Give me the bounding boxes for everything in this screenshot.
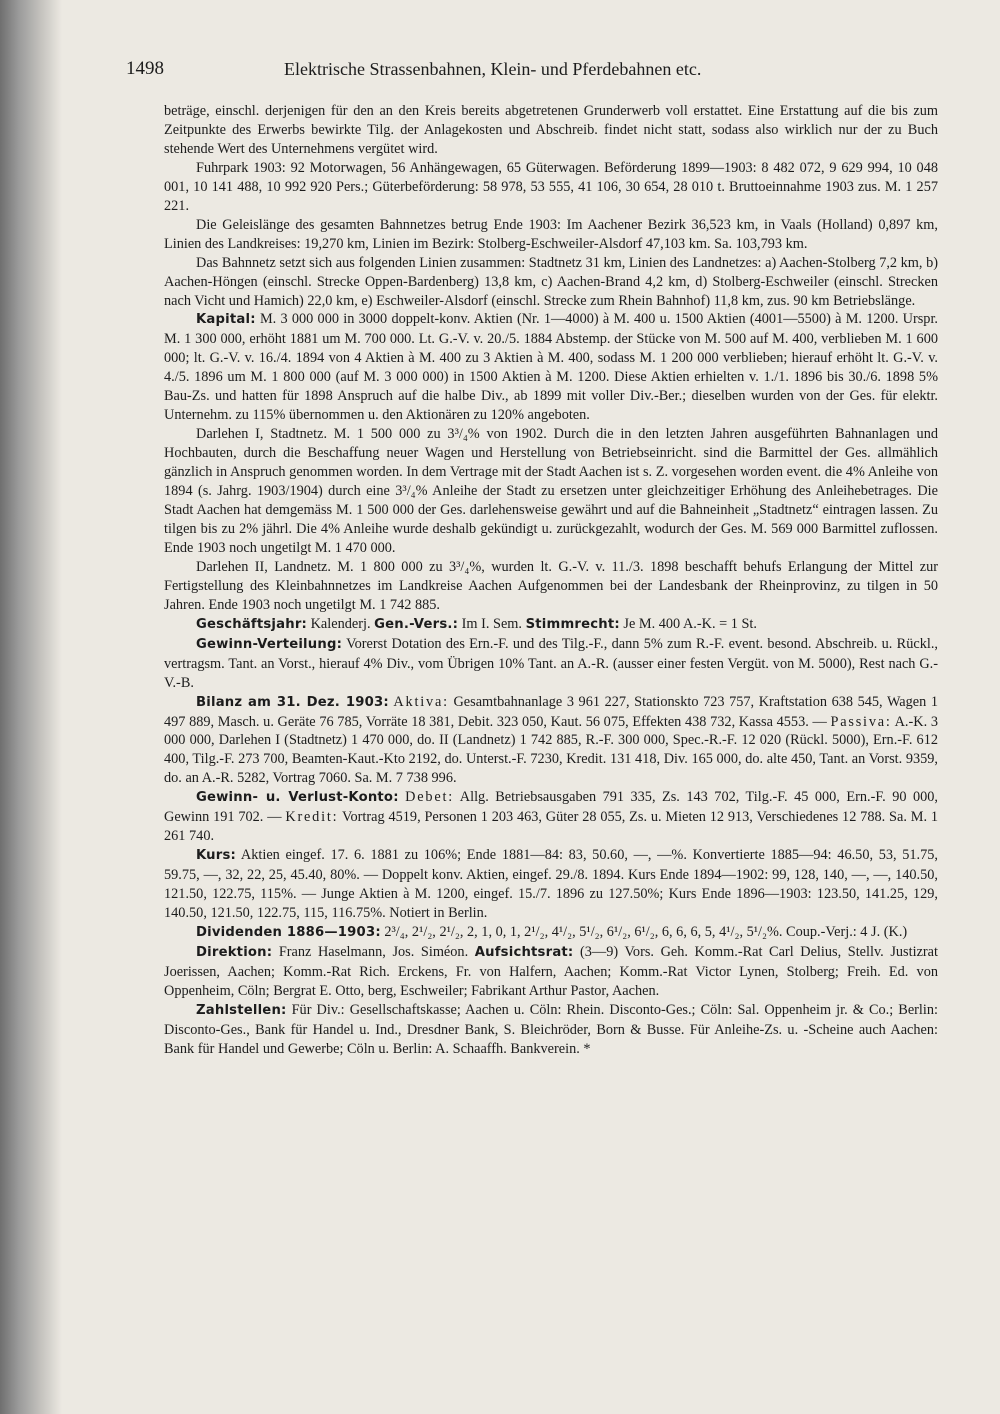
kurs-text: Aktien eingef. 17. 6. 1881 zu 106%; Ende 1881—84: 83, 50.60, —, —%. Konvertierte 1885—94: 46.50, 53, 51.75, 59.75, —, 32, 22, 25, 45.40, 80%. — Doppelt konv. Aktien, eingef. 29./8. 1894. Kurs Ende 1894—1902: 99, 128, 140, —, —, 140.50, 121.50, 122.75, 115%. — Junge Aktien à M. 1200, eingef. 15./7. 1896 zu 127.50%; Kurs Ende 1896—1903: 123.50, 141.25, 129, 140.50, 121.50, 122.75, 115, 116.75%. Notiert in Berlin. bbox=[164, 847, 938, 922]
paragraph-continuation: beträge, einschl. derjenigen für den an den Kreis bereits abgetretenen Grunderwerb voll erstattet. Eine Erstattung auf die bis zum Zeitpunkte des Erwerbs bewirkte Tilg. der Anlagekosten und Abschreib. findet nicht statt, sodass also wirklich nur der zu Buch stehende Wert des Unternehmens vergütet wird. bbox=[164, 103, 938, 157]
debet-text: Allg. Betriebsausgaben 791 335, Zs. 143 702, Tilg.-F. 45 000, Ern.-F. 90 000, Gewinn 191 702. — bbox=[164, 789, 938, 826]
dividenden-text: 2³/₄, 2¹/₂, 2¹/₂, 2, 1, 0, 1, 2¹/₂, 4¹/₂, 5¹/₂, 6¹/₂, 6¹/₂, 6, 6, 6, 5, 4¹/₂, 5¹/₂%. Coup.-Verj.: 4 J. (K.) bbox=[384, 923, 908, 940]
aufsichtsrat-label: Aufsichtsrat: bbox=[474, 944, 574, 960]
geschaeftsjahr-text: Kalenderj. bbox=[310, 615, 371, 632]
aufsichtsrat-text: (3—9) Vors. Geh. Komm.-Rat Carl Delius, Stellv. Justizrat Joerissen, Aachen; Komm.-Rat Rich. Erckens, Fr. von Halfern, Aachen; Komm.-Rat Victor Lynen, Stolberg; Freih. Ed. von Oppenheim, Cöln; Bergrat E. Otto, berg, Eschweiler; Fabrikant Arthur Pastor, Aachen. bbox=[164, 943, 938, 999]
debet-label: Debet: bbox=[405, 789, 455, 806]
paragraph-fuhrpark: Fuhrpark 1903: 92 Motorwagen, 56 Anhängewagen, 65 Güterwagen. Beförderung 1899—1903: 8 482 072, 9 629 994, 10 048 001, 10 141 488, 10 992 920 Pers.; Güterbeförderung: 58 978, 53 555, 41 106, 30 654, 28 010 t. Bruttoeinnahme 1903 zus. M. 1 257 221. bbox=[164, 159, 938, 214]
page-header bbox=[126, 58, 938, 88]
aktiva-text: Gesamtbahnanlage 3 961 227, Stationskto 723 757, Kraftstation 638 545, Wagen 1 497 889, Masch. u. Geräte 76 785, Vorräte 18 381, Debit. 323 050, Kaut. 56 075, Effekten 438 732, Kassa 4553. — bbox=[164, 693, 939, 730]
section-kapital bbox=[164, 310, 938, 425]
page-number: 1498 bbox=[126, 58, 164, 79]
section-bilanz bbox=[164, 693, 938, 789]
zahlstellen-text: Für Div.: Gesellschaftskasse; Aachen u. Cöln: Rhein. Disconto-Ges.; Cöln: Sal. Oppenheim jr. & Co.; Berlin: Disconto-Ges., Bank für Handel u. Ind., Dresdner Bank, S. Bleichröder, Born & Busse. Für Anleihe-Zs. u. -Scheine auch Aachen: Bank für Handel und Gewerbe; Cöln u. Berlin: A. Schaaffh. Bankverein. * bbox=[164, 1001, 938, 1057]
section-geschaeftsjahr bbox=[164, 615, 938, 635]
section-direktion bbox=[164, 943, 938, 1001]
bilanz-label: Bilanz am 31. Dez. 1903: bbox=[196, 694, 389, 710]
kredit-label: Kredit: bbox=[285, 809, 339, 826]
gewinn-verteilung-label: Gewinn-Verteilung: bbox=[196, 636, 343, 652]
direktion-text: Franz Haselmann, Jos. Siméon. bbox=[278, 943, 469, 960]
aktiva-label: Aktiva: bbox=[393, 693, 449, 710]
section-gewinn-verlust-konto bbox=[164, 788, 938, 846]
kredit-text: Vortrag 4519, Personen 1 203 463, Güter 28 055, Zs. u. Mieten 12 913, Verschiedenes 12 788. Sa. M. 1 261 740. bbox=[164, 809, 938, 845]
book-spine-shadow bbox=[0, 0, 62, 1414]
stimmrecht-text: Je M. 400 A.-K. = 1 St. bbox=[623, 615, 757, 632]
gen-vers-text: Im I. Sem. bbox=[461, 615, 522, 632]
paragraph-darlehen-1: Darlehen I, Stadtnetz. M. 1 500 000 zu 3³/₄% von 1902. Durch die in den letzten Jahren ausgeführten Bahnanlagen und Hochbauten, durch die Beschaffung neuer Wagen und Herstellung von Betriebseinricht. sind die Barmittel der Ges. allmählich gänzlich in Anspruch genommen worden. In dem Vertrage mit der Stadt Aachen ist s. Z. vorgesehen worden event. die 4% Anleihe von 1894 (s. Jahrg. 1903/1904) durch eine 3³/₄% Anleihe der Stadt zu ersetzen unter gleichzeitiger Erhöhung des Anleihebetrages. Die Stadt Aachen hat demgemäss M. 1 500 000 der Ges. darlehensweise gewährt und auf die Bahneinheit „Stadtnetz“ eintragen lassen. Zu tilgen bis zu 2% jährl. Die 4% Anleihe wurde deshalb gekündigt u. zurückgezahlt, wodurch der Ges. M. 569 000 Barmittel zuflossen. Ende 1903 noch ungetilgt M. 1 470 000. bbox=[164, 426, 938, 556]
zahlstellen-label: Zahlstellen: bbox=[196, 1002, 287, 1018]
kapital-label: Kapital: bbox=[196, 312, 256, 328]
section-dividenden bbox=[164, 923, 938, 943]
gen-vers-label: Gen.-Vers.: bbox=[374, 616, 459, 632]
direktion-label: Direktion: bbox=[196, 944, 273, 960]
kurs-label: Kurs: bbox=[196, 848, 237, 864]
kapital-text: M. 3 000 000 in 3000 doppelt-konv. Aktien (Nr. 1—4000) à M. 400 u. 1500 Aktien (4001—5500) à M. 1200. Urspr. M. 1 300 000, erhöht 1881 um M. 700 000. Lt. G.-V. v. 20./5. 1884 Abstemp. der Stücke von M. 500 auf M. 400, verblieben M. 1 600 000; lt. G.-V. v. 16./4. 1894 von 4 Aktien à M. 400 zu 3 Aktien à M. 400, sodass M. 1 200 000 verblieben; hierauf erhöht lt. G.-V. v. 4./5. 1896 um M. 1 800 000 (auf M. 3 000 000) in 1500 Aktien à M. 1200. Diese Aktien erhielten v. 1./1. 1896 bis 30./6. 1898 5% Bau-Zs. und hatten für 1898 Anspruch auf die halbe Div., ab 1899 mit voller Div.-Ber.; dieselben wurden von der Ges. für elektr. Unternehm. zu 115% übernommen u. den Aktionären zu 120% angeboten. bbox=[164, 311, 938, 424]
section-kurs bbox=[164, 846, 938, 923]
paragraph-bahnnetz: Das Bahnnetz setzt sich aus folgenden Linien zusammen: Stadtnetz 31 km, Linien des Landnetzes: a) Aachen-Stolberg 7,2 km, b) Aachen-Höngen (einschl. Strecke Oppen-Bardenberg) 13,8 km, c) Aachen-Brand 4,2 km, d) Stolberg-Eschweiler (einschl. Strecken nach Vicht und Hamich) 22,0 km, e) Eschweiler-Alsdorf (einschl. Strecke zum Rhein Bahnhof) 11,8 km, zus. 90 km Betriebslänge. bbox=[164, 254, 938, 309]
stimmrecht-label: Stimmrecht: bbox=[525, 616, 620, 632]
paragraph-geleislaenge: Die Geleislänge des gesamten Bahnnetzes betrug Ende 1903: Im Aachener Bezirk 36,523 km, in Vaals (Holland) 0,897 km, Linien des Landkreises: 19,270 km, Linien im Bezirk: Stolberg-Eschweiler-Alsdorf 47,103 km. Sa. 103,793 km. bbox=[164, 216, 938, 252]
dividenden-label: Dividenden 1886—1903: bbox=[196, 924, 381, 940]
gewinn-verteilung-text: Vorerst Dotation des Ern.-F. und des Tilg.-F., dann 5% zum R.-F. event. besond. Abschreib. u. Rückl., vertragsm. Tant. an Vorst., hierauf 4% Div., vom Übrigen 10% Tant. an A.-R. (ausser einer festen Vergüt. von M. 5000), Rest nach G.-V.-B. bbox=[164, 635, 938, 691]
passiva-label: Passiva: bbox=[830, 713, 892, 730]
geschaeftsjahr-label: Geschäftsjahr: bbox=[196, 616, 307, 632]
passiva-text: A.-K. 3 000 000, Darlehen I (Stadtnetz) 1 470 000, do. II (Landnetz) 1 742 885, R.-F. 300 000, Spec.-R.-F. 12 020 (Rückl. 5000), Ern.-F. 612 400, Tilg.-F. 273 700, Beamten-Kaut.-Kto 2192, do. Unterst.-F. 7230, Kredit. 131 418, Div. 165 000, do. alte 450, Tant. an Vorst. 9359, do. an A.-R. 5282, Vortrag 7060. Sa. M. 7 738 996. bbox=[164, 713, 938, 787]
paragraph-darlehen-2: Darlehen II, Landnetz. M. 1 800 000 zu 3³/₄%, wurden lt. G.-V. v. 11./3. 1898 beschafft behufs Erlangung der Mittel zur Fertigstellung des Kleinbahnnetzes im Landkreise Aachen Aufgenommen bei der Landesbank der Rheinprovinz, zu tilgen in 50 Jahren. Ende 1903 noch ungetilgt M. 1 742 885. bbox=[164, 558, 938, 613]
section-zahlstellen bbox=[164, 1001, 938, 1059]
page-body bbox=[164, 102, 938, 1059]
page bbox=[126, 58, 938, 1059]
gewinn-verlust-konto-label: Gewinn- u. Verlust-Konto: bbox=[196, 790, 399, 806]
section-gewinn-verteilung bbox=[164, 635, 938, 693]
running-title: Elektrische Strassenbahnen, Klein- und Pferdebahnen etc. bbox=[284, 59, 702, 79]
